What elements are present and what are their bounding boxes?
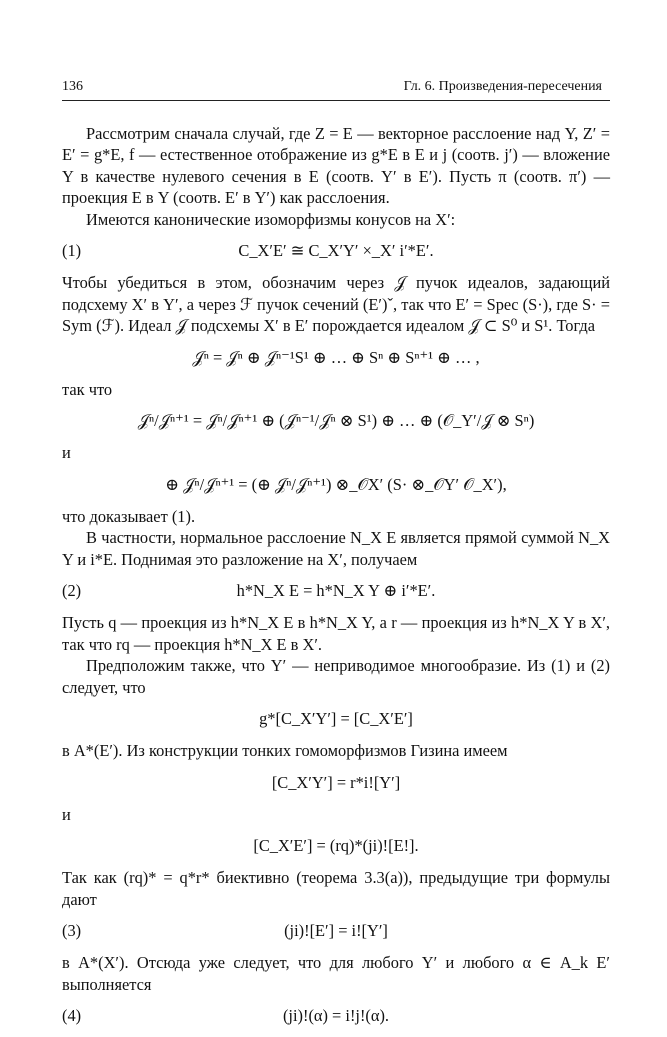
- page: [62, 76, 610, 1037]
- running-header: [62, 76, 610, 101]
- equation-direct-sum: [62, 474, 610, 496]
- equation-body: (ji)!(α) = i!j!(α).: [282, 1006, 390, 1025]
- equation-number: (2): [62, 581, 82, 600]
- equation-body: (ji)![E′] = i![Y′]: [284, 921, 388, 940]
- chapter-title: Гл. 6. Произведения-пересечения: [403, 79, 602, 94]
- equation-body: 𝒥ⁿ/𝒥ⁿ⁺¹ = 𝒥ⁿ/𝒥ⁿ⁺¹ ⊕ (𝒥ⁿ⁻¹/𝒥ⁿ ⊗ S¹) ⊕ … ⊕ (𝒪_Y′/𝒥 ⊗ Sⁿ): [137, 411, 535, 430]
- paragraph-3: Чтобы убедиться в этом, обозначим через 𝒥 пучок идеалов, задающий подсхему X′ в Y′, а через ℱ пучок сечений (E′)ˇ, так что E′ = Spec (S·), где S· = Sym (ℱ). Идеал 𝒥 подсхемы X′ в E′ порождается идеалом 𝒥 ⊂ S⁰ и S¹. Тогда: [62, 273, 610, 335]
- equation-4: [62, 1005, 610, 1027]
- equation-body: [C_X′Y′] = r*i![Y′]: [271, 772, 401, 792]
- equation-body: 𝒥ⁿ = 𝒥ⁿ ⊕ 𝒥ⁿ⁻¹S¹ ⊕ … ⊕ Sⁿ ⊕ Sⁿ⁺¹ ⊕ … ,: [192, 347, 480, 367]
- paragraph-6: что доказывает (1).: [62, 506, 196, 526]
- paragraph-1: Рассмотрим сначала случай, где Z = E — векторное расслоение над Y, Z′ = E′ = g*E, f — естественное отображение из g*E в E и j (соотв. j′) — вложение Y в качестве нулевого сечения в E (соотв. Y′ в E′). Пусть π (соотв. π′) — проекция E в Y (соотв. E′ в Y′) как расслоения.: [62, 123, 610, 207]
- paragraph-10: в A*(E′). Из конструкции тонких гомоморфизмов Гизина имеем: [62, 741, 508, 760]
- equation-body: ⊕ 𝒥ⁿ/𝒥ⁿ⁺¹ = (⊕ 𝒥ⁿ/𝒥ⁿ⁺¹) ⊗_𝒪X′ (S· ⊗_𝒪Y′ 𝒪_X′),: [165, 474, 507, 494]
- equation-ideal-power: [62, 347, 610, 369]
- equation-quotient: [62, 410, 610, 432]
- paragraph-7: В частности, нормальное расслоение N_X E является прямой суммой N_X Y и i*E. Поднимая это разложение на X′, получаем: [62, 528, 610, 569]
- equation-number: (1): [62, 241, 82, 260]
- equation-body: [C_X′E′] = (rq)*(ji)![E!].: [253, 836, 419, 855]
- paragraph-5: и: [62, 443, 71, 462]
- equation-body: C_X′E′ ≅ C_X′Y′ ×_X′ i′*E′.: [238, 241, 434, 260]
- equation-2: [62, 580, 610, 602]
- paragraph-9: Предположим также, что Y′ — неприводимое многообразие. Из (1) и (2) следует, что: [62, 656, 610, 697]
- paragraph-4: так что: [62, 379, 113, 399]
- equation-1: [62, 240, 610, 262]
- equation-number: (3): [62, 921, 82, 940]
- paragraph-8: Пусть q — проекция из h*N_X E в h*N_X Y, а r — проекция из h*N_X Y в X′, так что rq — проекция h*N_X E в X′.: [62, 613, 610, 654]
- equation-number: (4): [62, 1006, 82, 1025]
- equation-pullback: [62, 708, 610, 730]
- paragraph-11: и: [62, 804, 71, 824]
- equation-body: g*[C_X′Y′] = [C_X′E′]: [259, 709, 413, 728]
- page-number: 136: [62, 79, 83, 94]
- paragraph-12: Так как (rq)* = q*r* биективно (теорема 3.3(а)), предыдущие три формулы дают: [62, 868, 610, 909]
- equation-3: [62, 920, 610, 942]
- paragraph-13: в A*(X′). Отсюда уже следует, что для любого Y′ и любого α ∈ A_k E′ выполняется: [62, 953, 610, 994]
- equation-body: h*N_X E = h*N_X Y ⊕ i′*E′.: [236, 581, 436, 600]
- paragraph-2: Имеются канонические изоморфизмы конусов на X′:: [86, 209, 456, 229]
- equation-cone: [62, 772, 610, 794]
- equation-cone-e: [62, 835, 610, 857]
